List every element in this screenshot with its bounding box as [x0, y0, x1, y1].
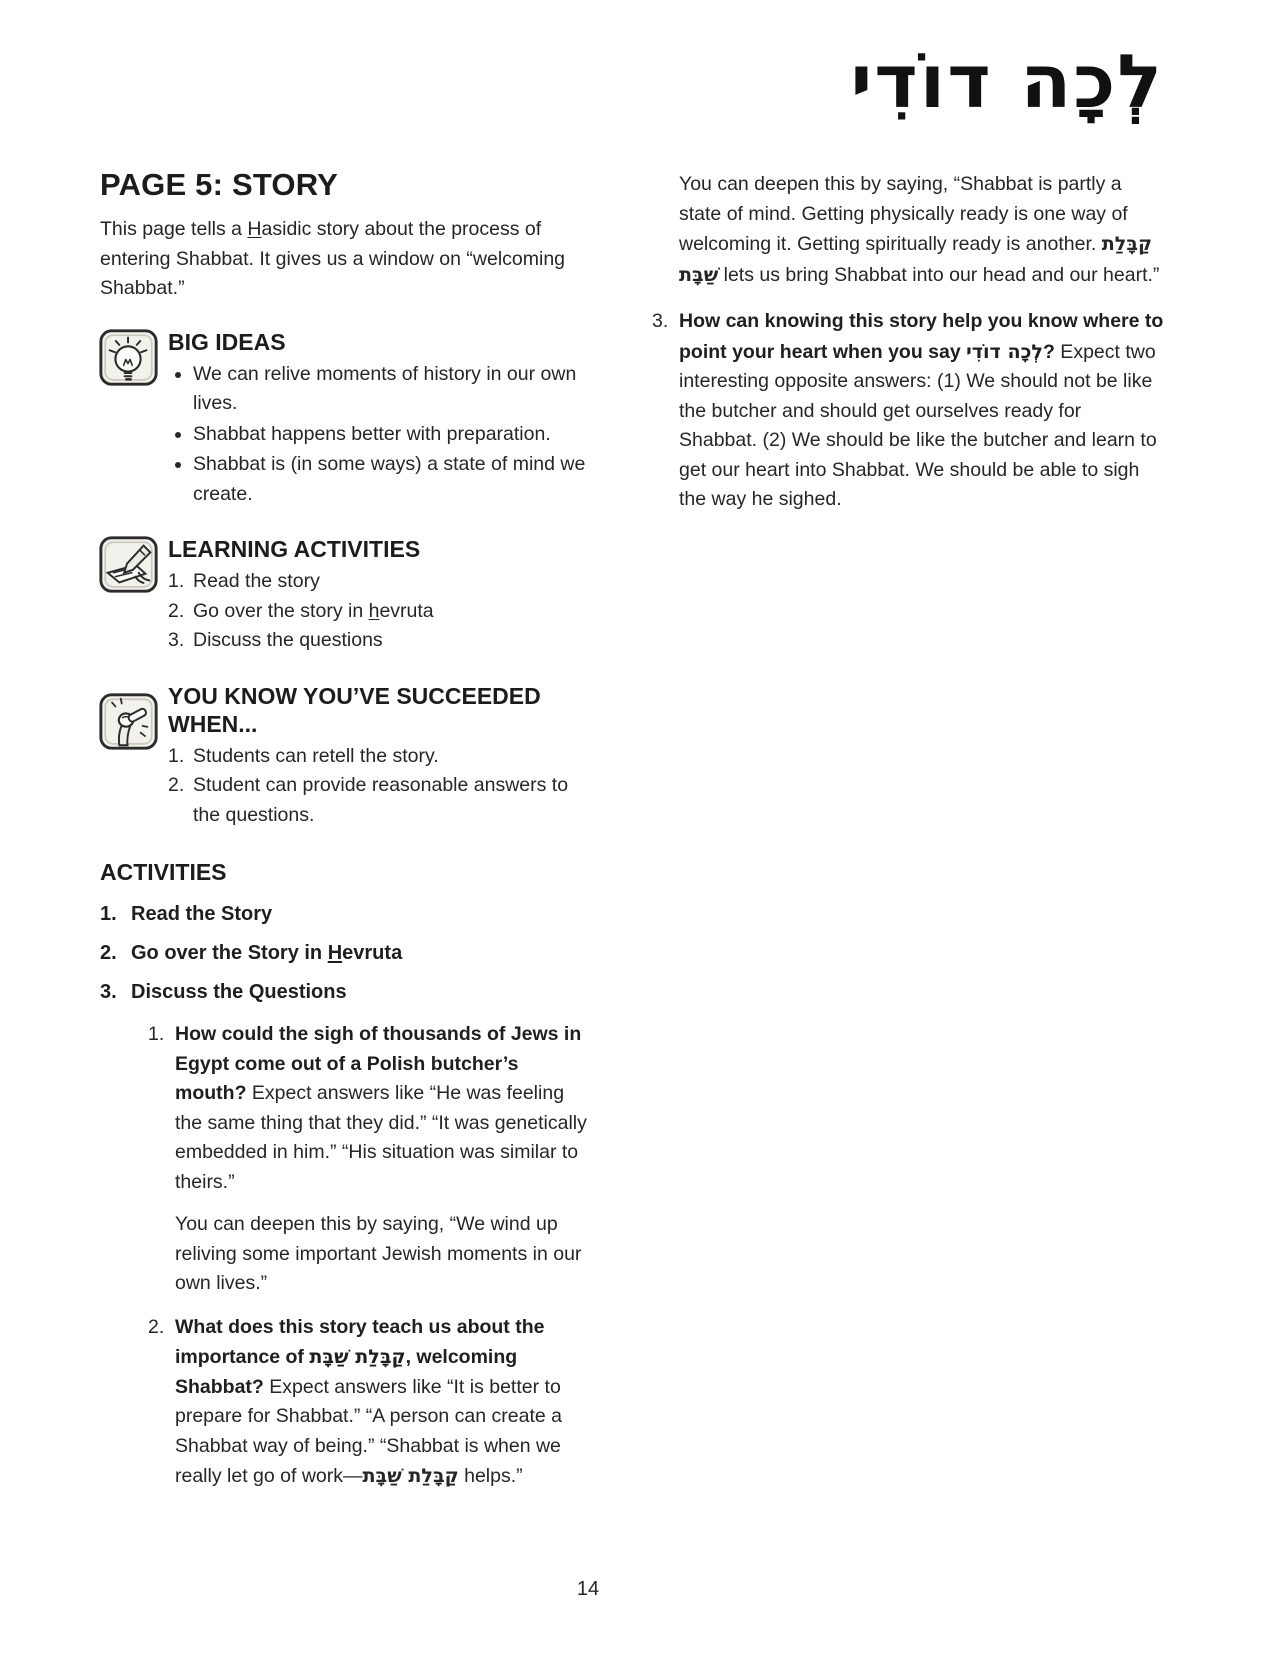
list-item: 3. Discuss the questions [168, 629, 383, 651]
left-column [100, 168, 592, 1505]
question-item: 2. What does this story teach us about the importance of קַבָּלַת שַׁבָּת, welcoming Shabbat? Expect answers like “It is better to prepare for Shabbat.” “A person can create a Shabbat way of being.” “Shabbat is when we really let go of work—קַבָּלַת שַׁבָּת helps.” [148, 1315, 562, 1487]
list-item: 1. Students can retell the story. [168, 744, 439, 767]
activity-step: 1. Read the Story [100, 903, 273, 925]
right-column [652, 170, 1164, 528]
hebrew-title: לְכָה דוֹדִי [850, 39, 1164, 125]
raised-fist-icon [97, 690, 161, 754]
answer-guidance: Expect answers like “It is better to prepare for Shabbat.” “A person can create a Shabbat way of being.” “Shabbat is when we really let go of work—קַבָּלַת שַׁבָּת helps.” [175, 1375, 562, 1487]
question-item: 1. How could the sigh of thousands of Jews in Egypt come out of a Polish butcher’s mouth? Expect answers like “He was feeling the same thing that they did.” “It was genetically embedded in him.” “His situation was similar to theirs.” [148, 1023, 587, 1193]
section-learning-activities [100, 535, 592, 656]
continuation-paragraph: You can deepen this by saying, “Shabbat is partly a state of mind. Getting physically ready is one way of welcoming it. Getting spiritually ready is another. קַבָּלַת שַׁבָּת lets us bring Shabbat into our head and our heart.” [679, 173, 1160, 286]
section-heading: YOU KNOW YOU’VE SUCCEEDED WHEN... [168, 682, 541, 737]
answer-guidance: Expect answers like “He was feeling the same thing that they did.” “It was genetically embedded in him.” “His situation was similar to theirs.” [175, 1082, 587, 1193]
activities-block [100, 858, 592, 1492]
section-big-ideas [100, 328, 592, 510]
discussion-questions [148, 1020, 592, 1492]
question-text: What does this story teach us about the importance of קַבָּלַת שַׁבָּת, welcoming Shabbat? [175, 1315, 545, 1398]
list-item: 2. Go over the story in hevruta [168, 599, 434, 622]
activity-step: 3. Discuss the Questions [100, 981, 347, 1003]
question-text: How can knowing this story help you know where to point your heart when you say לְכָה דוֹדִי? [679, 310, 1164, 363]
list-item: • Shabbat happens better with preparation. [193, 420, 592, 450]
question-text: How could the sigh of thousands of Jews in Egypt come out of a Polish butcher’s mouth? [175, 1023, 582, 1104]
writing-hand-icon [97, 533, 161, 597]
answer-guidance: Expect two interesting opposite answers: (1) We should not be like the butcher and should get ourselves ready for Shabbat. (2) We should be like the butcher and learn to get our heart into Shabbat. We should be able to sigh the way he sighed. [679, 340, 1157, 510]
big-ideas-list [168, 360, 592, 510]
learning-activities-list [168, 567, 592, 656]
intro-paragraph: This page tells a Hasidic story about the process of entering Shabbat. It gives us a window on “welcoming Shabbat.” [100, 218, 566, 299]
question-item: 3. How can knowing this story help you know where to point your heart when you say לְכָה דוֹדִי? Expect two interesting opposite answers: (1) We should not be like the butcher and should get ourselves ready for Shabbat. (2) We should be like the butcher and learn to get our heart into Shabbat. We should be able to sigh the way he sighed. [652, 310, 1164, 510]
activities-heading: ACTIVITIES [100, 859, 227, 885]
page-number: 14 [576, 1578, 600, 1600]
page-title: PAGE 5: STORY [100, 167, 339, 202]
section-heading: LEARNING ACTIVITIES [168, 536, 421, 562]
list-item: • We can relive moments of history in our own lives. [193, 360, 592, 419]
activity-step: 2. Go over the Story in Hevruta [100, 942, 403, 964]
succeeded-list [168, 742, 592, 831]
section-heading: BIG IDEAS [168, 328, 286, 355]
list-item: • Shabbat is (in some ways) a state of mind we create. [193, 450, 592, 509]
followup-paragraph: You can deepen this by saying, “We wind up reliving some important Jewish moments in our own lives.” [175, 1213, 582, 1294]
lightbulb-icon [97, 326, 161, 390]
list-item: 2. Student can provide reasonable answers to the questions. [168, 774, 569, 826]
list-item: 1. Read the story [168, 570, 320, 592]
section-succeeded-when [100, 682, 592, 831]
